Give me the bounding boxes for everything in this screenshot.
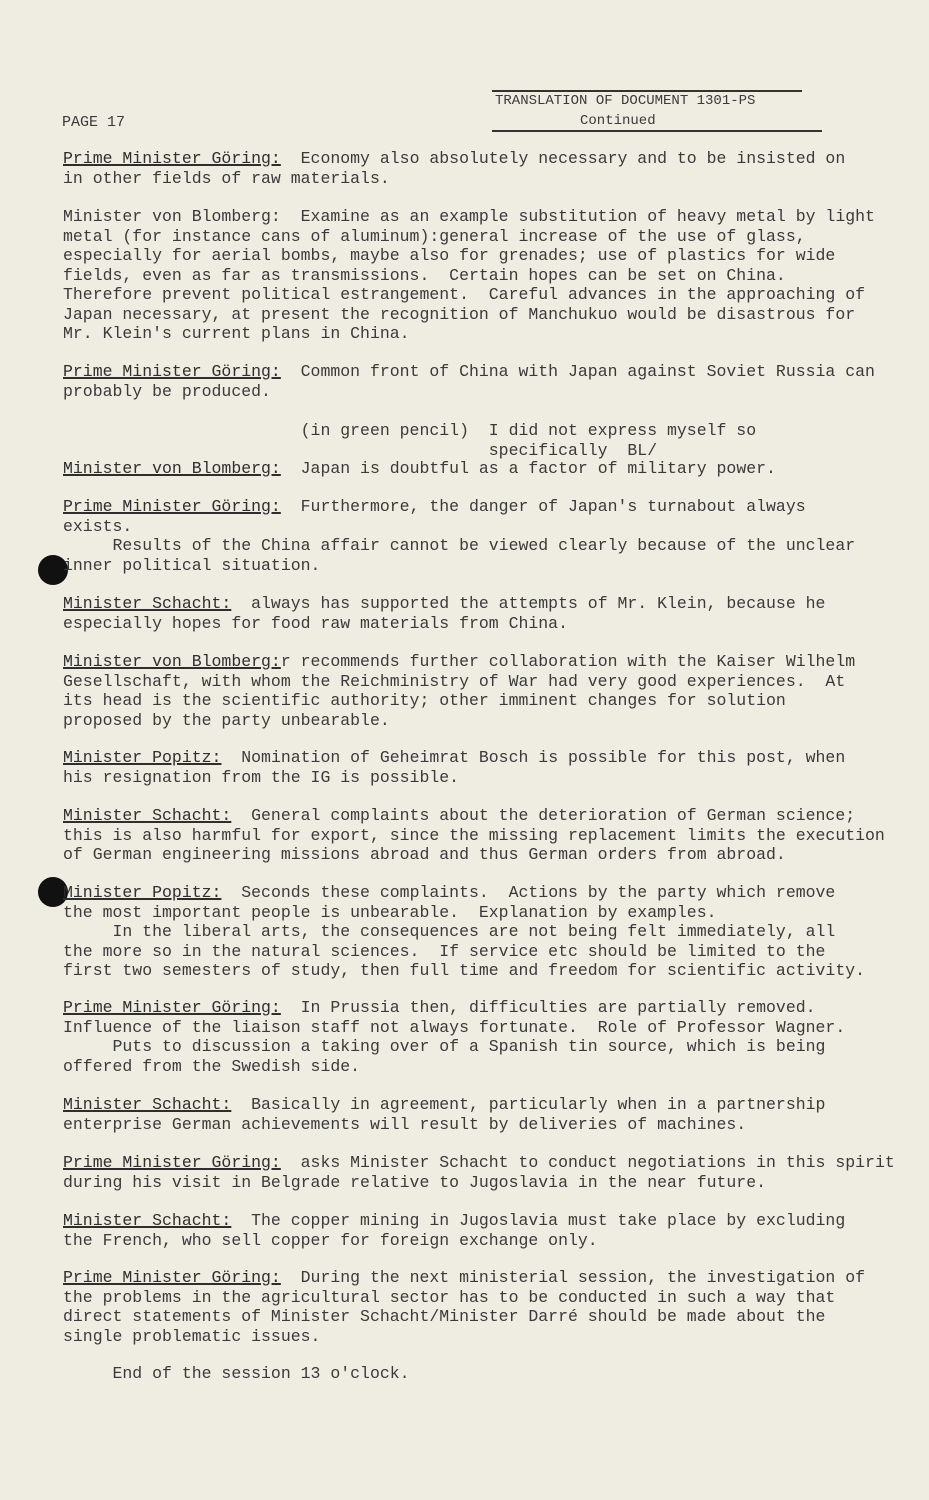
header-rule-top [492, 90, 802, 92]
speaker-label: Minister Popitz: [63, 883, 222, 902]
line-text: this is also harmful for export, since the missing replacement limits the execution [63, 825, 885, 845]
text-line [63, 362, 875, 382]
line-text: General complaints about the deterioration of German science; [231, 806, 856, 825]
line-text: during his visit in Belgrade relative to Jugoslavia in the near future. [63, 1172, 767, 1192]
text-line [63, 1153, 895, 1173]
line-text: Results of the China affair cannot be viewed clearly because of the unclear [63, 536, 856, 555]
line-text: his resignation from the IG is possible. [63, 767, 460, 787]
speaker-label: Prime Minister Göring: [63, 1153, 281, 1172]
paragraph [63, 1095, 825, 1134]
speaker-label: Minister von Blomberg: [63, 652, 281, 671]
text-line [63, 1095, 825, 1115]
line-text: Puts to discussion a taking over of a Spanish tin source, which is being [63, 1037, 826, 1056]
text-line [63, 768, 845, 788]
speaker-label: Prime Minister Göring: [63, 1268, 281, 1287]
text-line [63, 536, 855, 556]
text-line [63, 1057, 845, 1077]
text-line [63, 922, 865, 942]
speaker-label: Prime Minister Göring: [63, 497, 281, 516]
line-text: exists. [63, 516, 133, 536]
line-text: its head is the scientific authority; other imminent changes for solution [63, 691, 786, 710]
text-line [63, 459, 776, 479]
text-line [63, 285, 875, 305]
text-line [63, 246, 875, 266]
line-text: In Prussia then, difficulties are partially removed. [280, 998, 816, 1017]
text-line [63, 806, 885, 826]
paragraph [63, 748, 845, 787]
speaker-label: Prime Minister Göring: [63, 149, 281, 168]
paragraph [63, 806, 885, 865]
text-line [63, 497, 855, 517]
text-line [63, 382, 875, 402]
line-text: Furthermore, the danger of Japan's turnabout always [280, 497, 806, 516]
text-line [63, 845, 885, 865]
text-line [63, 517, 855, 537]
line-text: probably be produced. [63, 381, 271, 401]
line-text: During the next ministerial session, the investigation of [280, 1268, 866, 1287]
text-line [63, 1173, 895, 1193]
line-text: especially for aerial bombs, maybe also for grenades; use of plastics for wide [63, 246, 836, 265]
line-text: Influence of the liaison staff not always fortunate. Role of Professor Wagner. [63, 1017, 846, 1037]
paragraph [63, 1153, 895, 1192]
speaker-label: Prime Minister Göring: [63, 998, 281, 1017]
line-text: the French, who sell copper for foreign exchange only. [63, 1230, 598, 1250]
document-title: TRANSLATION OF DOCUMENT 1301-PS [495, 93, 756, 109]
text-line [63, 556, 855, 576]
line-text: enterprise German achievements will result by deliveries of machines. [63, 1114, 747, 1134]
line-text: offered from the Swedish side. [63, 1056, 361, 1076]
line-text: Minister von Blomberg: Examine as an example substitution of heavy metal by light [63, 207, 875, 226]
text-line [63, 691, 855, 711]
paragraph [63, 1268, 865, 1346]
text-line [63, 1307, 865, 1327]
speaker-label: Minister von Blomberg: [63, 459, 281, 478]
line-text: (in green pencil) I did not express myself so [63, 421, 757, 440]
text-line [63, 1211, 845, 1231]
line-text: asks Minister Schacht to conduct negotiations in this spirit [280, 1153, 895, 1172]
paragraph [63, 652, 855, 730]
text-line [63, 614, 825, 634]
line-text: the most important people is unbearable. Explanation by examples. [63, 902, 717, 922]
speaker-label: Minister Popitz: [63, 748, 222, 767]
text-line [63, 1327, 865, 1347]
line-text: In the liberal arts, the consequences are not being felt immediately, all [63, 922, 836, 941]
paragraph [63, 497, 855, 575]
line-text: Nomination of Geheimrat Bosch is possible for this post, when [221, 748, 846, 767]
paragraph [63, 362, 875, 401]
text-line [63, 149, 845, 169]
line-text: Basically in agreement, particularly when in a partnership [231, 1095, 826, 1114]
text-line [63, 1268, 865, 1288]
line-text: fields, even as far as transmissions. Certain hopes can be set on China. [63, 265, 786, 285]
line-text: inner political situation. [63, 555, 321, 575]
paragraph [63, 1364, 410, 1384]
line-text: single problematic issues. [63, 1326, 321, 1346]
paragraph [63, 594, 825, 633]
text-line [63, 441, 756, 461]
text-line [63, 1037, 845, 1057]
line-text: direct statements of Minister Schacht/Minister Darré should be made about the [63, 1307, 826, 1326]
header-rule-bottom [492, 130, 822, 132]
line-text: The copper mining in Jugoslavia must take place by excluding [231, 1211, 846, 1230]
speaker-label: Minister Schacht: [63, 594, 232, 613]
text-line [63, 324, 875, 344]
text-line [63, 266, 875, 286]
line-text: especially hopes for food raw materials from China. [63, 613, 568, 633]
speaker-label: Prime Minister Göring: [63, 362, 281, 381]
text-line [63, 652, 855, 672]
document-subtitle: Continued [580, 113, 656, 129]
text-line [63, 1115, 825, 1135]
line-text: proposed by the party unbearable. [63, 710, 390, 730]
text-line [63, 998, 845, 1018]
paragraph [63, 149, 845, 188]
line-text: End of the session 13 o'clock. [63, 1364, 410, 1383]
speaker-label: Minister Schacht: [63, 806, 232, 825]
page-number: PAGE 17 [62, 114, 126, 131]
paragraph [63, 459, 776, 479]
text-line [63, 961, 865, 981]
line-text: Japan necessary, at present the recognition of Manchukuo would be disastrous for [63, 304, 856, 324]
paragraph [63, 1211, 845, 1250]
text-line [63, 1018, 845, 1038]
text-line [63, 169, 845, 189]
text-line [63, 1364, 410, 1384]
text-line [63, 1231, 845, 1251]
text-line [63, 1288, 865, 1308]
line-text: Japan is doubtful as a factor of military power. [280, 459, 776, 478]
text-line [63, 594, 825, 614]
line-text: Therefore prevent political estrangement. Careful advances in the approaching of [63, 285, 866, 304]
line-text: the more so in the natural sciences. If service etc should be limited to the [63, 941, 826, 961]
paragraph [63, 883, 865, 981]
line-text: the problems in the agricultural sector has to be conducted in such a way that [63, 1287, 836, 1307]
text-line [63, 207, 875, 227]
line-text: Gesellschaft, with whom the Reichministry of War had very good experiences. At [63, 671, 846, 691]
text-line [63, 903, 865, 923]
line-text: r recommends further collaboration with the Kaiser Wilhelm [280, 652, 856, 671]
line-text: of German engineering missions abroad and thus German orders from abroad. [63, 845, 786, 864]
line-text: Economy also absolutely necessary and to be insisted on [280, 149, 846, 168]
text-line [63, 826, 885, 846]
line-text: Seconds these complaints. Actions by the party which remove [221, 883, 836, 902]
paragraph [63, 998, 845, 1076]
speaker-label: Minister Schacht: [63, 1095, 232, 1114]
paragraph [63, 207, 875, 344]
text-line [63, 748, 845, 768]
line-text: in other fields of raw materials. [63, 168, 390, 188]
line-text: Common front of China with Japan against Soviet Russia can [280, 362, 875, 381]
line-text: specifically BL/ [63, 440, 658, 460]
paragraph [63, 421, 756, 460]
speaker-label: Minister Schacht: [63, 1211, 232, 1230]
line-text: first two semesters of study, then full time and freedom for scientific activity. [63, 961, 866, 980]
text-line [63, 942, 865, 962]
line-text: metal (for instance cans of aluminum):general increase of the use of glass, [63, 226, 806, 246]
line-text: Mr. Klein's current plans in China. [63, 324, 410, 343]
text-line [63, 883, 865, 903]
line-text: always has supported the attempts of Mr. Klein, because he [231, 594, 826, 613]
text-line [63, 305, 875, 325]
text-line [63, 421, 756, 441]
text-line [63, 227, 875, 247]
text-line [63, 672, 855, 692]
text-line [63, 711, 855, 731]
